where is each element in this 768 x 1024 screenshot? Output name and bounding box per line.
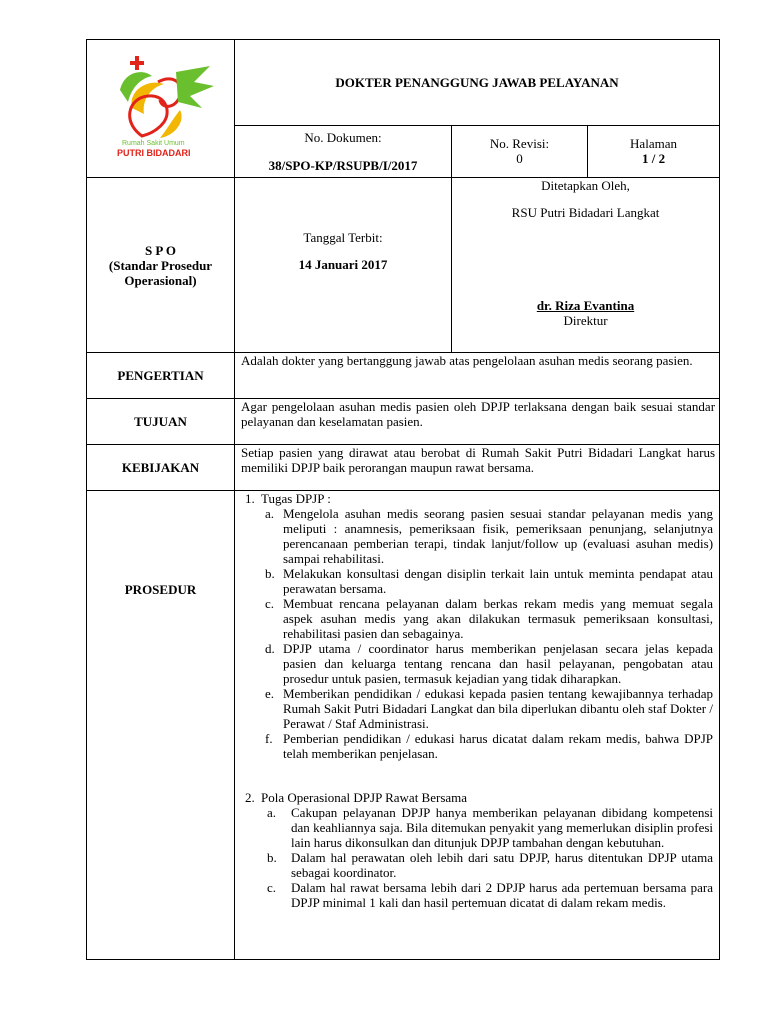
tugas-dpjp-sub-item-number: a. [265, 506, 275, 521]
spo-document [86, 39, 719, 960]
pola-operasional-sub-item [239, 880, 713, 910]
tugas-dpjp-sub-item-text: Membuat rencana pelayanan dalam berkas rekam medis yang memuat segala aspek asuhan medis yang akan dilakukan termasuk pemeriksaan konsultasi, rehabilitasi pasien dan sebagainya. [283, 596, 714, 641]
tugas-dpjp-sub-item-text: Memberikan pendidikan / edukasi kepada pasien tentang kewajibannya terhadap Rumah Sakit Putri Bidadari Langkat dan bila diperlukan dibantu oleh staf Dokter / Perawat / Staf Administrasi. [283, 686, 714, 731]
pola-operasional-sub-item-text: Cakupan pelayanan DPJP hanya memberikan pelayanan dibidang kompetensi dan keahliannya saja. Bila ditemukan penyakit yang memerlukan disiplin profesi lain harus dikonsulkan dan ditunjuk DPJP tambahan dengan kebutuhan. [291, 805, 714, 850]
pengertian-text: Adalah dokter yang bertanggung jawab atas pengelolaan asuhan medis seorang pasien. [235, 353, 720, 399]
tanggal-terbit-value: 14 Januari 2017 [298, 257, 388, 272]
title-cell [235, 40, 720, 126]
tugas-dpjp-sub-item [239, 686, 713, 731]
no-dokumen-label: No. Dokumen: [304, 130, 382, 145]
no-dokumen-value: 38/SPO-KP/RSUPB/I/2017 [268, 158, 418, 173]
prosedur-item-1-number: 1. [245, 491, 255, 506]
prosedur-content [235, 491, 720, 960]
spo-label-line1: S P O [144, 242, 177, 258]
prosedur-item-2 [239, 790, 713, 805]
hospital-logo-line1: Rumah Sakit Umum [122, 140, 185, 147]
prosedur-label: PROSEDUR [87, 491, 235, 960]
tugas-dpjp-sub-item [239, 506, 713, 566]
tugas-dpjp-sub-item-number: d. [265, 641, 275, 656]
institution-name: RSU Putri Bidadari Langkat [511, 205, 660, 220]
tugas-dpjp-sub-item [239, 566, 713, 596]
tugas-dpjp-sub-item [239, 731, 713, 761]
pola-operasional-sub-item-text: Dalam hal perawatan oleh lebih dari satu DPJP, harus ditentukan DPJP utama sebagai koordinator. [291, 850, 714, 880]
spo-table [86, 39, 720, 960]
tujuan-label: TUJUAN [87, 399, 235, 445]
pola-operasional-sub-item-text: Dalam hal rawat bersama lebih dari 2 DPJP harus ada pertemuan bersama para DPJP minimal 1 kali dan hasil pertemuan dicatat di dalam rekam medis. [291, 880, 714, 910]
tanggal-terbit-label: Tanggal Terbit: [303, 230, 383, 245]
spo-label-line2: (Standar Prosedur [108, 257, 213, 273]
tanggal-terbit-cell [235, 178, 452, 353]
spo-label-line3: Operasional) [124, 272, 197, 288]
document-title: DOKTER PENANGGUNG JAWAB PELAYANAN [335, 75, 619, 90]
hospital-logo-cell [87, 40, 235, 178]
no-revisi-label: No. Revisi: [489, 136, 550, 151]
spo-label-cell [87, 178, 235, 353]
no-revisi-cell [452, 126, 588, 178]
tugas-dpjp-sub-item-number: e. [265, 686, 275, 701]
tujuan-text: Agar pengelolaan asuhan medis pasien oleh DPJP terlaksana dengan baik sesuai standar pelayanan dan keselamatan pasien. [235, 399, 720, 445]
pola-operasional-sub-item-number: c. [267, 880, 277, 895]
hospital-logo-icon [102, 52, 220, 152]
halaman-value: 1 / 2 [641, 151, 666, 166]
prosedur-item-2-number: 2. [245, 790, 255, 805]
signatory-title: Direktur [563, 313, 608, 328]
tugas-dpjp-sub-item [239, 641, 713, 686]
ditetapkan-label: Ditetapkan Oleh, [541, 178, 630, 193]
no-dokumen-cell [235, 126, 452, 178]
tugas-dpjp-sub-item-number: c. [265, 596, 275, 611]
pengertian-label: PENGERTIAN [87, 353, 235, 399]
prosedur-item-1 [239, 491, 713, 506]
ditetapkan-cell [452, 178, 720, 353]
halaman-label: Halaman [630, 136, 677, 151]
kebijakan-label: KEBIJAKAN [87, 445, 235, 491]
hospital-logo-line2: PUTRI BIDADARI [117, 148, 191, 158]
signatory-name: dr. Riza Evantina [536, 298, 635, 313]
pola-operasional-sub-item [239, 850, 713, 880]
pola-operasional-sub-item [239, 805, 713, 850]
pola-operasional-sub-item-number: a. [267, 805, 277, 820]
tugas-dpjp-sub-item-text: Pemberian pendidikan / edukasi harus dicatat dalam rekam medis, bahwa DPJP telah memberikan penjelasan. [283, 731, 714, 761]
tugas-dpjp-sub-item-text: Melakukan konsultasi dengan disiplin terkait lain untuk meminta pendapat atau perawatan bersama. [283, 566, 714, 596]
no-revisi-value: 0 [516, 151, 523, 166]
tugas-dpjp-sub-item-text: Mengelola asuhan medis seorang pasien sesuai standar pelayanan medis yang meliputi : anamnesis, pemeriksaan fisik, pemeriksaan penunjang, selanjutnya perencanaan pemberian terapi, tindak lanjut/follow up (evaluasi asuhan medis) sampai rehabilitasi. [283, 506, 714, 566]
pola-operasional-sub-item-number: b. [267, 850, 277, 865]
tugas-dpjp-sub-item-number: b. [265, 566, 275, 581]
tugas-dpjp-sub-item-number: f. [265, 731, 273, 746]
prosedur-item-1-title: Tugas DPJP : [261, 491, 331, 506]
prosedur-item-2-title: Pola Operasional DPJP Rawat Bersama [261, 790, 468, 805]
kebijakan-text: Setiap pasien yang dirawat atau berobat di Rumah Sakit Putri Bidadari Langkat harus memiliki DPJP baik perorangan maupun rawat bersama. [235, 445, 720, 491]
tugas-dpjp-sub-item [239, 596, 713, 641]
halaman-cell [588, 126, 720, 178]
tugas-dpjp-sub-item-text: DPJP utama / coordinator harus memberikan penjelasan secara jelas kepada pasien dan keluarga tentang rencana dan hasil pelayanan, pengobatan atau prosedur untuk pasien, termasuk kejadian yang tidak diharapkan. [283, 641, 714, 686]
